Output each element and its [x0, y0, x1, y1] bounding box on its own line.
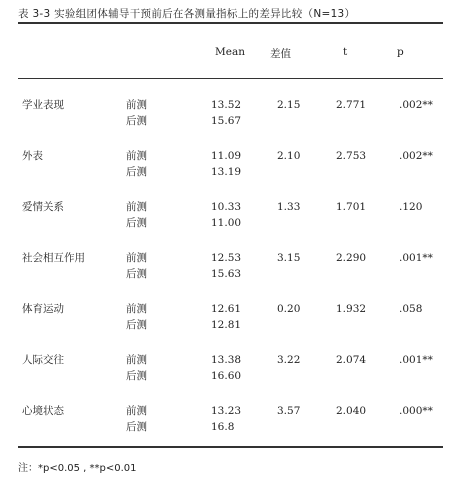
indicator-cell: 学业表现: [22, 99, 64, 111]
diff-cell: 3.57: [277, 405, 301, 417]
post-label: 后测: [126, 115, 147, 127]
t-cell: 1.701: [336, 201, 367, 213]
pre-label: 前测: [126, 201, 147, 213]
post-label: 后测: [126, 421, 147, 433]
diff-cell: 0.20: [277, 303, 301, 315]
post-label: 后测: [126, 370, 147, 382]
mean-post-cell: 16.8: [211, 421, 235, 433]
indicator-cell: 社会相互作用: [22, 252, 85, 264]
mean-post-cell: 15.63: [211, 268, 242, 280]
post-label: 后测: [126, 166, 147, 178]
mean-pre-cell: 13.38: [211, 354, 242, 366]
header-t: t: [343, 46, 348, 58]
mean-post-cell: 11.00: [211, 217, 242, 229]
pre-label: 前测: [126, 99, 147, 111]
mean-post-cell: 15.67: [211, 115, 242, 127]
indicator-cell: 体育运动: [22, 303, 64, 315]
table-caption: 表 3-3 实验组团体辅导干预前后在各测量指标上的差异比较（N=13）: [18, 8, 356, 20]
p-cell: .120: [399, 201, 423, 213]
header-rule: [18, 78, 443, 79]
indicator-cell: 心境状态: [22, 405, 64, 417]
mean-post-cell: 12.81: [211, 319, 242, 331]
p-cell: .001**: [399, 252, 433, 264]
header-mean: Mean: [215, 46, 245, 58]
mean-pre-cell: 12.53: [211, 252, 242, 264]
pre-label: 前测: [126, 303, 147, 315]
mean-pre-cell: 10.33: [211, 201, 242, 213]
header-diff: 差值: [270, 48, 291, 60]
post-label: 后测: [126, 217, 147, 229]
top-rule: [18, 22, 443, 24]
mean-pre-cell: 13.52: [211, 99, 242, 111]
t-cell: 2.290: [336, 252, 367, 264]
t-cell: 1.932: [336, 303, 367, 315]
table-note: 注：*p<0.05 , **p<0.01: [18, 463, 137, 474]
post-label: 后测: [126, 268, 147, 280]
post-label: 后测: [126, 319, 147, 331]
p-cell: .058: [399, 303, 423, 315]
diff-cell: 3.15: [277, 252, 301, 264]
mean-post-cell: 16.60: [211, 370, 242, 382]
pre-label: 前测: [126, 354, 147, 366]
indicator-cell: 人际交往: [22, 354, 64, 366]
p-cell: .002**: [399, 99, 433, 111]
diff-cell: 2.10: [277, 150, 301, 162]
indicator-cell: 爱情关系: [22, 201, 64, 213]
diff-cell: 3.22: [277, 354, 301, 366]
header-p: p: [397, 46, 404, 58]
pre-label: 前测: [126, 150, 147, 162]
mean-pre-cell: 12.61: [211, 303, 242, 315]
t-cell: 2.771: [336, 99, 367, 111]
t-cell: 2.753: [336, 150, 367, 162]
bottom-rule: [18, 446, 443, 448]
diff-cell: 1.33: [277, 201, 301, 213]
pre-label: 前测: [126, 252, 147, 264]
pre-label: 前测: [126, 405, 147, 417]
p-cell: .001**: [399, 354, 433, 366]
diff-cell: 2.15: [277, 99, 301, 111]
t-cell: 2.040: [336, 405, 367, 417]
mean-pre-cell: 11.09: [211, 150, 242, 162]
p-cell: .002**: [399, 150, 433, 162]
indicator-cell: 外表: [22, 150, 43, 162]
p-cell: .000**: [399, 405, 433, 417]
mean-pre-cell: 13.23: [211, 405, 242, 417]
t-cell: 2.074: [336, 354, 367, 366]
mean-post-cell: 13.19: [211, 166, 242, 178]
